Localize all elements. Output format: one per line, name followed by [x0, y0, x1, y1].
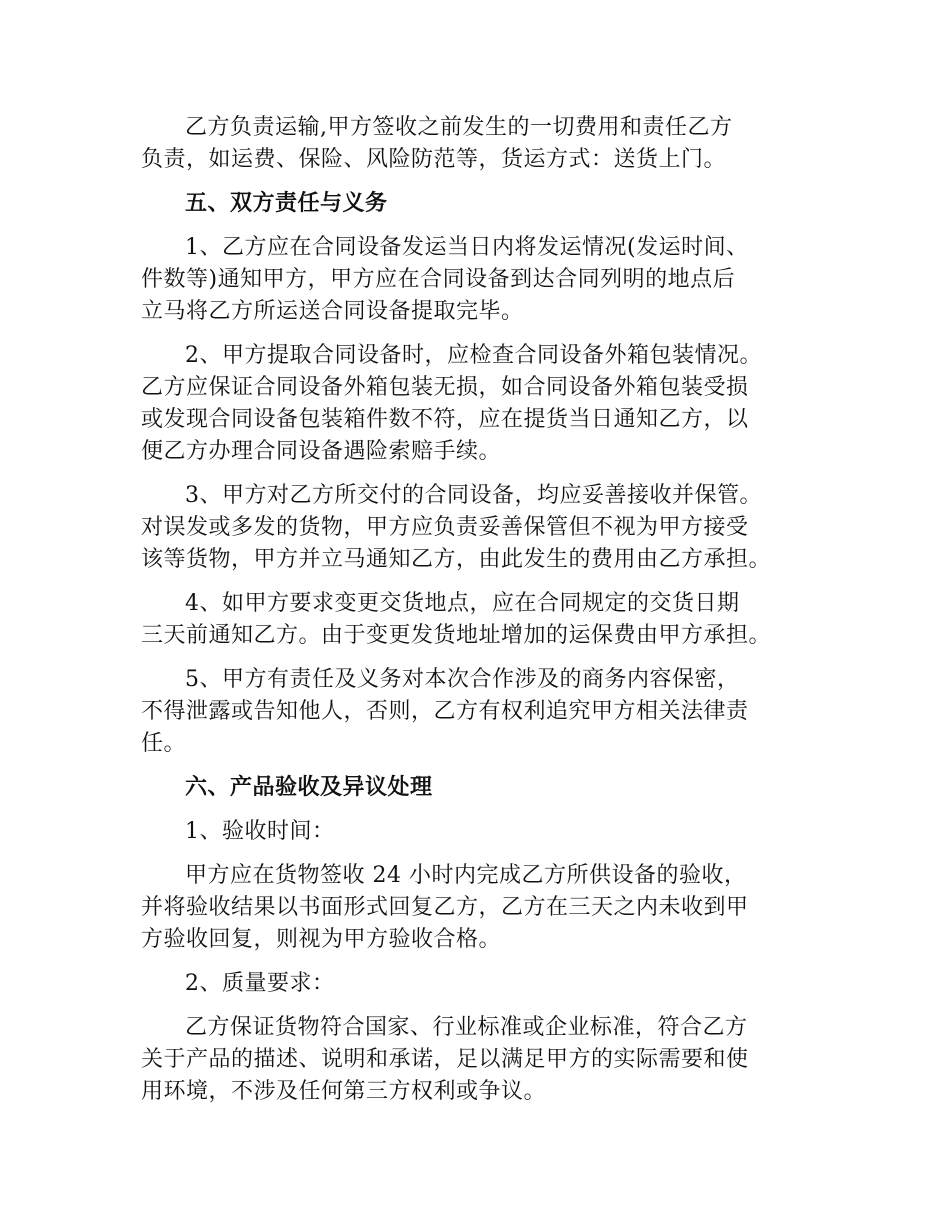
section-heading-5: 五、双方责任与义务 [185, 191, 388, 216]
document-page [141, 112, 831, 1108]
paragraph-transport: 乙方负责运输,甲方签收之前发生的一切费用和责任乙方 负责，如运费、保险、风险防范等，货运方式：送货上门。 [141, 115, 733, 172]
paragraph-5-1: 1、乙方应在合同设备发运当日内将发运情况(发运时间、 件数等)通知甲方，甲方应在合同设备到达合同列明的地点后 立马将乙方所运送合同设备提取完毕。 [141, 235, 749, 324]
paragraph-5-3: 3、甲方对乙方所交付的合同设备，均应妥善接收并保管。 对误发或多发的货物，甲方应负责妥善保管但不视为甲方接受 该等货物，甲方并立马通知乙方，由此发生的费用由乙方承担。 [141, 483, 772, 572]
subheading-quality: 2、质量要求： [185, 971, 335, 996]
section-heading-6: 六、产品验收及异议处理 [185, 775, 433, 800]
paragraph-5-5: 5、甲方有责任及义务对本次合作涉及的商务内容保密， 不得泄露或告知他人，否则，乙方有权利追究甲方相关法律责 任。 [141, 667, 749, 756]
paragraph-5-2: 2、甲方提取合同设备时，应检查合同设备外箱包装情况。 乙方应保证合同设备外箱包装无损，如合同设备外箱包装受损 或发现合同设备包装箱件数不符，应在提货当日通知乙方，以 便乙方办理合同设备遇险索赔手续。 [141, 343, 762, 464]
paragraph-5-4: 4、如甲方要求变更交货地点，应在合同规定的交货日期 三天前通知乙方。由于变更发货地址增加的运保费由甲方承担。 [141, 591, 772, 648]
paragraph-acceptance-time: 甲方应在货物签收 24 小时内完成乙方所供设备的验收， 并将验收结果以书面形式回复乙方，乙方在三天之内未收到甲 方验收回复，则视为甲方验收合格。 [141, 863, 749, 952]
paragraph-quality: 乙方保证货物符合国家、行业标准或企业标准，符合乙方 关于产品的描述、说明和承诺，足以满足甲方的实际需要和使 用环境，不涉及任何第三方权利或争议。 [141, 1015, 749, 1104]
subheading-acceptance-time: 1、验收时间： [185, 819, 335, 844]
